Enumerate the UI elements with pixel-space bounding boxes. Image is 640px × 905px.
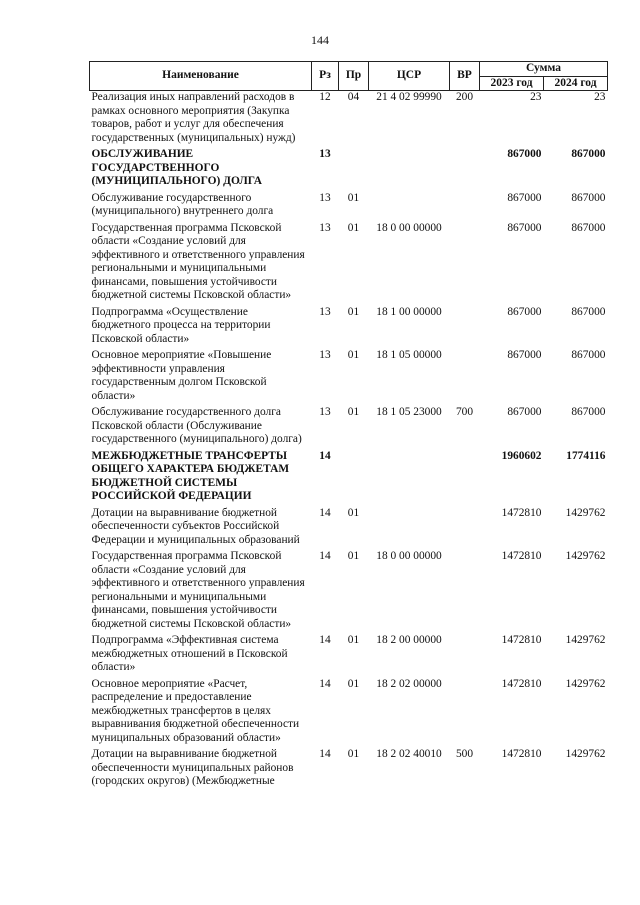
row-sum-2024: 1429762 [565, 677, 606, 690]
row-vr [450, 547, 480, 631]
row-csr: 18 1 00 00000 [376, 305, 442, 318]
row-vr: 700 [455, 406, 474, 418]
row-csr: 18 2 02 40010 [376, 748, 442, 760]
row-pr: 01 [347, 221, 360, 234]
row-sum-2023: 1472810 [501, 748, 542, 760]
row-name: Дотации на выравнивание бюджетной обеспеченности муниципальных районов (городских округов) (Межбюджетные [91, 748, 294, 787]
row-pr: 01 [347, 349, 360, 361]
row-sum-2024: 867000 [571, 148, 606, 160]
row-name: ОБСЛУЖИВАНИЕ ГОСУДАРСТВЕННОГО (МУНИЦИПАЛЬНОГО) ДОЛГА [91, 148, 262, 187]
row-rz: 14 [319, 506, 331, 519]
header-sum: Сумма [480, 62, 608, 77]
row-rz: 14 [319, 748, 331, 760]
row-rz: 13 [319, 148, 331, 160]
row-sum-2023: 867000 [507, 221, 542, 234]
row-pr: 01 [347, 634, 360, 646]
row-name: Подпрограмма «Осуществление бюджетного процесса на территории Псковской области» [91, 305, 271, 345]
row-name: Основное мероприятие «Расчет, распределение и предоставление межбюджетных трансфертов в целях выравнивания бюджетной обеспеченности муниципальных образований области» [91, 677, 300, 744]
row-csr: 18 0 00 00000 [376, 221, 442, 234]
table-row [90, 745, 608, 789]
table-body [90, 91, 608, 789]
row-sum-2023: 1472810 [501, 550, 542, 562]
header-name: Наименование [90, 62, 312, 91]
header-pr: Пр [339, 62, 369, 91]
table-header [90, 62, 608, 91]
row-vr: 200 [455, 91, 474, 103]
table-row [90, 145, 608, 189]
header-csr: ЦСР [369, 62, 450, 91]
row-rz: 14 [319, 677, 331, 690]
row-rz: 14 [319, 449, 331, 462]
table-row [90, 631, 608, 675]
row-csr: 18 1 05 00000 [376, 349, 442, 361]
header-vr: ВР [450, 62, 480, 91]
row-sum-2023: 867000 [507, 305, 542, 318]
row-csr: 21 4 02 99990 [376, 91, 442, 103]
header-year-2023: 2023 год [480, 76, 544, 91]
row-sum-2024: 1429762 [565, 634, 606, 646]
row-sum-2023: 867000 [507, 406, 542, 418]
row-pr: 01 [347, 305, 360, 318]
row-sum-2023: 1472810 [501, 506, 542, 519]
row-csr [369, 504, 450, 548]
row-sum-2024: 23 [594, 91, 606, 103]
table-row [90, 547, 608, 631]
row-csr [369, 447, 450, 504]
row-csr [369, 189, 450, 219]
row-rz: 13 [319, 191, 331, 204]
table-row [90, 504, 608, 548]
row-name: Реализация иных направлений расходов в рамках основного мероприятия (Закупка товаров, работ и услуг для обеспечения государственных (муниципальных) нужд) [91, 91, 296, 144]
row-sum-2023: 867000 [507, 191, 542, 204]
row-vr [450, 303, 480, 347]
row-name: Государственная программа Псковской области «Создание условий для эффективного и ответственного управления региональными и муниципальными финансами, повышения устойчивости бюджетной системы Псковской области» [91, 221, 305, 301]
row-sum-2024: 867000 [571, 349, 606, 361]
row-name: Основное мероприятие «Повышение эффективности управления государственным долгом Псковской области» [91, 349, 272, 402]
row-vr [450, 346, 480, 403]
row-sum-2023: 1472810 [501, 634, 542, 646]
row-csr: 18 0 00 00000 [376, 550, 442, 562]
row-vr [450, 189, 480, 219]
row-pr [339, 145, 369, 189]
row-vr [450, 631, 480, 675]
row-name: Подпрограмма «Эффективная система межбюджетных отношений в Псковской области» [91, 634, 288, 673]
row-pr: 01 [347, 550, 360, 562]
row-pr: 01 [347, 406, 360, 418]
table-row [90, 346, 608, 403]
row-pr: 01 [347, 677, 360, 690]
row-pr: 01 [347, 748, 360, 760]
row-name: Обслуживание государственного (муниципального) внутреннего долга [91, 191, 274, 217]
budget-table [89, 61, 608, 789]
page-number: 144 [311, 33, 329, 47]
row-rz: 13 [319, 305, 331, 318]
row-name: МЕЖБЮДЖЕТНЫЕ ТРАНСФЕРТЫ ОБЩЕГО ХАРАКТЕРА БЮДЖЕТАМ БЮДЖЕТНОЙ СИСТЕМЫ РОССИЙСКОЙ ФЕДЕРАЦИИ [91, 449, 290, 502]
header-rz: Рз [312, 62, 339, 91]
row-vr [450, 504, 480, 548]
row-pr: 01 [347, 191, 360, 204]
table-row [90, 675, 608, 746]
row-csr: 18 2 02 00000 [376, 677, 442, 690]
row-pr: 04 [347, 91, 360, 103]
table-row [90, 447, 608, 504]
header-year-2024: 2024 год [544, 76, 608, 91]
table-row [90, 91, 608, 146]
row-csr [369, 145, 450, 189]
row-rz: 13 [319, 406, 331, 418]
row-sum-2024: 1429762 [565, 550, 606, 562]
row-rz: 13 [319, 349, 331, 361]
row-vr [450, 219, 480, 303]
row-vr [450, 145, 480, 189]
row-name: Обслуживание государственного долга Псковской области (Обслуживание государственного (муниципального) долга) [91, 406, 302, 445]
row-sum-2024: 1774116 [566, 449, 606, 462]
row-rz: 12 [319, 91, 331, 103]
row-sum-2023: 1960602 [501, 449, 542, 462]
row-rz: 13 [319, 221, 331, 234]
row-vr [450, 447, 480, 504]
row-pr: 01 [347, 506, 360, 519]
row-vr: 500 [455, 748, 474, 760]
row-rz: 14 [319, 550, 331, 562]
row-name: Государственная программа Псковской области «Создание условий для эффективного и ответственного управления региональными и муниципальными финансами, повышения устойчивости бюджетной системы Псковской области» [91, 550, 305, 630]
row-sum-2024: 867000 [571, 305, 606, 318]
table-row [90, 219, 608, 303]
row-sum-2023: 1472810 [501, 677, 542, 690]
row-sum-2023: 867000 [507, 148, 542, 160]
row-pr [339, 447, 369, 504]
row-sum-2023: 23 [530, 91, 542, 103]
row-rz: 14 [319, 634, 331, 646]
row-sum-2024: 1429762 [565, 748, 606, 760]
row-sum-2024: 867000 [571, 221, 606, 234]
row-sum-2024: 867000 [571, 406, 606, 418]
table-row [90, 403, 608, 447]
row-name: Дотации на выравнивание бюджетной обеспеченности субъектов Российской Федерации и муниципальных образований [91, 506, 300, 546]
row-sum-2023: 867000 [507, 349, 542, 361]
row-sum-2024: 1429762 [565, 506, 606, 519]
row-csr: 18 2 00 00000 [376, 634, 442, 646]
row-sum-2024: 867000 [571, 191, 606, 204]
table-row [90, 303, 608, 347]
row-csr: 18 1 05 23000 [376, 406, 442, 418]
table-row [90, 189, 608, 219]
row-vr [450, 675, 480, 746]
